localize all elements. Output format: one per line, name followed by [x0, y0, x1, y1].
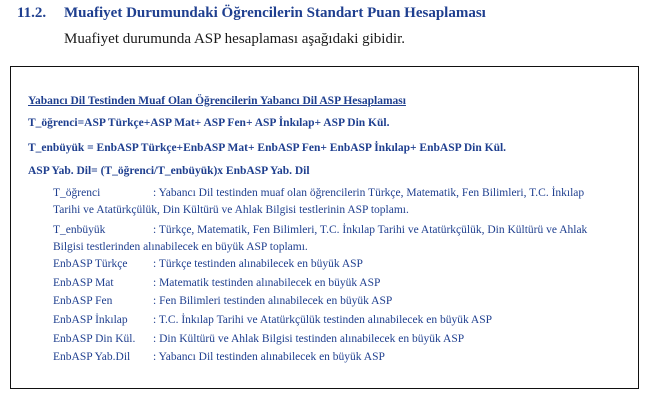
definition-text: : Yabancı Dil testinden muaf olan öğrencilerin Türkçe, Matematik, Fen Bilimleri, T.C. İnkılap [153, 187, 585, 199]
definition-term: T_enbüyük [53, 224, 106, 236]
calculation-box [10, 66, 639, 389]
definition-term: EnbASP Türkçe [53, 258, 128, 270]
section-intro: Muafiyet durumunda ASP hesaplaması aşağıdaki gibidir. [64, 31, 406, 47]
definition-text: : Yabancı Dil testinden alınabilecek en büyük ASP [153, 351, 385, 363]
definition-text: : Türkçe testinden alınabilecek en büyük ASP [153, 258, 363, 270]
definition-t-enbuyuk [53, 222, 633, 256]
definition-row-enbasp-mat [53, 277, 380, 289]
definition-term: EnbASP Fen [53, 295, 113, 307]
definition-row-enbasp-inkilap [53, 314, 492, 326]
definition-term: EnbASP Yab.Dil [53, 351, 131, 363]
definition-text: : Matematik testinden alınabilecek en büyük ASP [153, 277, 381, 289]
definition-text: : Türkçe, Matematik, Fen Bilimleri, T.C. İnkılap Tarihi ve Atatürkçülük, Din Kültürü ve Ahlak [153, 224, 588, 236]
definition-text: : T.C. İnkılap Tarihi ve Atatürkçülük testinden alınabilecek en büyük ASP [153, 314, 493, 326]
definition-row-enbasp-fen [53, 295, 392, 307]
section-number: 11.2. [17, 5, 47, 21]
definition-term: T_öğrenci [53, 187, 101, 199]
definition-row-enbasp-yab-dil [53, 351, 385, 363]
definition-term: EnbASP İnkılap [53, 314, 128, 326]
definition-t-ogrenci [53, 185, 633, 219]
formula-t-ogrenci: T_öğrenci=ASP Türkçe+ASP Mat+ ASP Fen+ ASP İnkılap+ ASP Din Kül. [28, 117, 390, 129]
formula-t-enbuyuk: T_enbüyük = EnbASP Türkçe+EnbASP Mat+ EnbASP Fen+ EnbASP İnkılap+ EnbASP Din Kül. [28, 142, 507, 154]
definition-row-enbasp-turkce [53, 258, 363, 270]
formula-asp-yab-dil: ASP Yab. Dil= (T_öğrenci/T_enbüyük)x EnbASP Yab. Dil [28, 165, 310, 177]
definition-term: EnbASP Mat [53, 277, 114, 289]
section-title: Muafiyet Durumundaki Öğrencilerin Standart Puan Hesaplaması [64, 5, 486, 21]
definition-text: : Fen Bilimleri testinden alınabilecek en büyük ASP [153, 295, 393, 307]
definition-continuation: Bilgisi testlerinden alınabilecek en büyük ASP toplamı. [53, 241, 308, 253]
definition-row-enbasp-din-kul [53, 333, 464, 345]
definition-text: : Din Kültürü ve Ahlak Bilgisi testinden alınabilecek en büyük ASP [153, 333, 465, 345]
section-heading [17, 5, 486, 22]
definition-term: EnbASP Din Kül. [53, 333, 136, 345]
definition-continuation: Tarihi ve Atatürkçülük, Din Kültürü ve Ahlak Bilgisi testlerinin ASP toplamı. [53, 204, 409, 216]
box-title: Yabancı Dil Testinden Muaf Olan Öğrencilerin Yabancı Dil ASP Hesaplaması [28, 95, 406, 107]
